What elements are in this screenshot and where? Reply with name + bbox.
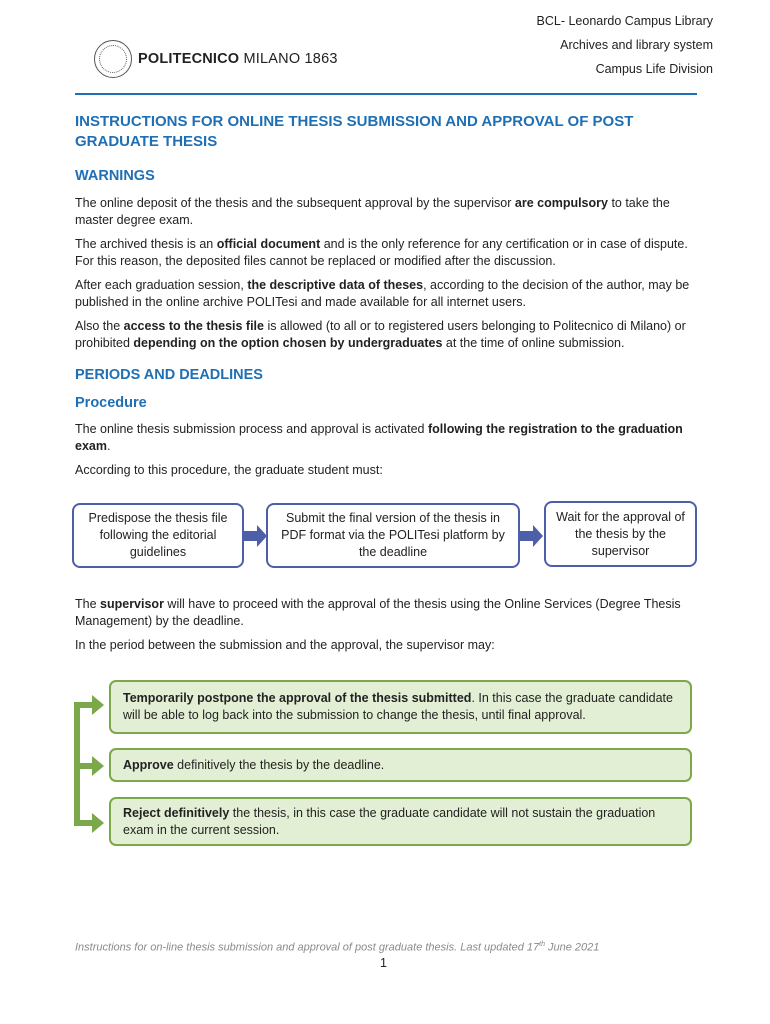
procedure-subheading: Procedure (75, 395, 147, 411)
flow-arrow-1-icon (244, 524, 268, 548)
politecnico-logo (94, 40, 338, 78)
header-archives: Archives and library system (560, 38, 713, 52)
header-division: Campus Life Division (595, 62, 713, 76)
footer-note: Instructions for on-line thesis submission and approval of post graduate thesis. Last updated 17th June 2021 (75, 941, 600, 954)
procedure-paragraph-2: According to this procedure, the graduate student must: (75, 463, 383, 477)
flow-step-2: Submit the final version of the thesis in PDF format via the POLITesi platform by the deadline (266, 503, 520, 568)
flow-step-3: Wait for the approval of the thesis by the supervisor (544, 501, 697, 567)
flow-arrow-2-icon (520, 524, 544, 548)
procedure-paragraph-1: The online thesis submission process and approval is activated following the registration to the graduation exam. (75, 422, 683, 453)
supervisor-paragraph-1: The supervisor will have to proceed with the approval of the thesis using the Online Services (Degree Thesis Management) by the deadline. (75, 597, 681, 628)
warnings-paragraph-3: After each graduation session, the descriptive data of theses, according to the decision of the author, may be published in the online archive POLITesi and made available for all internet users. (75, 278, 690, 309)
option-approve: Approve definitively the thesis by the deadline. (109, 748, 692, 782)
option-postpone: Temporarily postpone the approval of the thesis submitted. In this case the graduate candidate will be able to log back into the submission to change the thesis, until final approval. (109, 680, 692, 734)
page-number: 1 (380, 956, 387, 970)
warnings-paragraph-2: The archived thesis is an official document and is the only reference for any certification or in case of dispute. For this reason, the deposited files cannot be replaced or modified after the discussion. (75, 237, 688, 268)
supervisor-paragraph-2: In the period between the submission and the approval, the supervisor may: (75, 638, 495, 652)
warnings-heading: WARNINGS (75, 168, 155, 184)
logo-text: POLITECNICO MILANO 1863 (138, 51, 338, 67)
header-library-name: BCL- Leonardo Campus Library (536, 14, 713, 28)
warnings-paragraph-4: Also the access to the thesis file is allowed (to all or to registered users belonging to Politecnico di Milano) or prohibited depending on the option chosen by undergraduates at the time of online submission. (75, 319, 686, 350)
flow-step-1: Predispose the thesis file following the editorial guidelines (72, 503, 244, 568)
option-reject: Reject definitively the thesis, in this case the graduate candidate will not sustain the graduation exam in the current session. (109, 797, 692, 846)
warnings-paragraph-1: The online deposit of the thesis and the subsequent approval by the supervisor are compulsory to take the master degree exam. (75, 196, 670, 227)
option-bracket-icon (74, 692, 108, 834)
periods-heading: PERIODS AND DEADLINES (75, 367, 263, 383)
header-divider (75, 93, 697, 95)
seal-icon (94, 40, 132, 78)
document-title: INSTRUCTIONS FOR ONLINE THESIS SUBMISSION AND APPROVAL OF POST GRADUATE THESIS (75, 113, 634, 150)
